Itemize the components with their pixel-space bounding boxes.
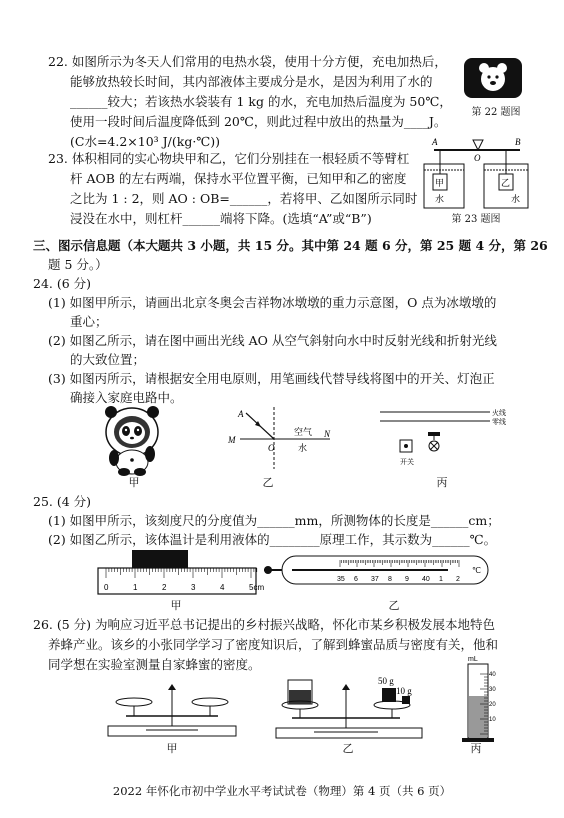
q26-caption-yi: 乙	[342, 742, 354, 755]
block-jia-label: 甲	[435, 178, 445, 188]
ruler-tick-label: 2	[162, 583, 167, 592]
q25-s1: (1) 如图甲所示，该刻度尺的分度值为______mm，所测物体的长度是______cm；	[48, 513, 500, 528]
ruler-tick-label: 0	[104, 583, 109, 592]
lever-label-b: B	[515, 137, 521, 147]
thermo-tick-label: 2	[456, 576, 460, 583]
q23-caption: 第 23 题图	[451, 214, 501, 225]
q26-caption-jia: 甲	[166, 742, 178, 755]
balance-jia-figure	[106, 680, 238, 742]
cylinder-tick-label: 10	[489, 717, 496, 723]
q24-caption-bing: 丙	[436, 476, 448, 489]
ray-label-a: A	[238, 409, 244, 419]
q24-head: 24. (6 分)	[33, 276, 92, 291]
ruler-figure	[96, 548, 265, 596]
water-label-left: 水	[435, 194, 445, 204]
lever-label-a: A	[432, 137, 438, 147]
thermometer-figure	[262, 552, 494, 588]
thermo-tick-label: 1	[439, 576, 443, 583]
neutral-wire-label: 零线	[492, 419, 506, 426]
ray-label-o: O	[268, 443, 275, 453]
q24-s3a: (3) 如图丙所示，请根据安全用电原则，用笔画线代替导线将图中的开关、灯泡正	[48, 371, 495, 386]
q22-line-1: 22. 如图所示为冬天人们常用的电热水袋，使用十分方便，充电加热后，	[48, 54, 447, 69]
weight-10g-label: 10 g	[396, 686, 412, 696]
lever-figure	[420, 134, 532, 212]
page-footer: 2022 年怀化市初中学业水平考试试卷（物理）第 4 页（共 6 页）	[112, 784, 452, 798]
ruler-tick-label: 4	[220, 583, 225, 592]
weight-50g-label: 50 g	[378, 676, 394, 686]
q23-line-2: 杆 AOB 的左右两端，保持水平位置平衡，已知甲和乙的密度	[70, 171, 407, 186]
q23-line-1: 23. 体积相同的实心物块甲和乙，它们分别挂在一根轻质不等臂杠	[48, 151, 410, 166]
q23-line-4: 浸没在水中，则杠杆______端将下降。(选填“A”或“B”)	[70, 211, 372, 226]
q24-s2b: 的大致位置；	[70, 352, 146, 367]
q24-s1a: (1) 如图甲所示，请画出北京冬奥会吉祥物冰墩墩的重力示意图，O 点为冰墩墩的	[48, 295, 497, 310]
q25-caption-jia: 甲	[170, 599, 182, 612]
section-3-heading-cont: 题 5 分。）	[48, 257, 108, 272]
q26-caption-bing: 丙	[470, 742, 482, 755]
q22-line-3: ______较大；若该热水袋装有 1 kg 的水，充电加热后温度为 50℃，	[70, 94, 452, 109]
q22-line-4: 使用一段时间后温度降低到 20℃，则此过程中放出的热量为____J。	[70, 114, 447, 129]
cylinder-unit: mL	[468, 656, 478, 663]
thermo-tick-label: 6	[354, 576, 358, 583]
water-label: 水	[298, 443, 308, 453]
household-circuit-figure	[378, 404, 520, 470]
switch-label: 开关	[400, 459, 414, 466]
q25-caption-yi: 乙	[388, 599, 400, 612]
lever-label-o: O	[474, 153, 481, 163]
ray-label-n: N	[324, 429, 331, 439]
q24-caption-jia: 甲	[128, 476, 140, 489]
light-ray-figure	[226, 407, 334, 471]
thermo-tick-label: 40	[422, 576, 430, 583]
thermo-tick-label: 9	[405, 576, 409, 583]
q22-line-5: (C水=4.2×10³ J/(kg·℃))	[70, 134, 221, 149]
q22-line-2: 能够放热较长时间，其内部液体主要成分是水，是因为利用了水的	[70, 74, 433, 89]
thermo-tick-label: 37	[371, 576, 379, 583]
q26-line-2: 养蜂产业。该乡的小张同学学习了密度知识后，了解到蜂蜜品质与密度有关，他和	[48, 637, 499, 652]
ray-label-m: M	[228, 435, 236, 445]
block-yi-label: 乙	[501, 178, 511, 188]
q25-s2: (2) 如图乙所示，该体温计是利用液体的________原理工作，其示数为______℃。	[48, 532, 497, 547]
air-label: 空气	[294, 427, 313, 437]
q22-caption: 第 22 题图	[471, 107, 521, 118]
bing-dwen-dwen-figure	[100, 402, 164, 476]
thermo-tick-label: 8	[388, 576, 392, 583]
ruler-tick-label: 5cm	[249, 583, 265, 592]
balance-yi-figure	[274, 672, 424, 744]
q24-s3b: 确接入家庭电路中。	[70, 390, 183, 405]
thermo-tick-label: 35	[337, 576, 345, 583]
cylinder-tick-label: 40	[489, 672, 496, 678]
q26-line-3: 同学想在实验室测量自家蜂蜜的密度。	[48, 657, 261, 672]
ruler-tick-label: 3	[191, 583, 196, 592]
q24-s1b: 重心；	[70, 314, 108, 329]
q26-line-1: 26. (5 分) 为响应习近平总书记提出的乡村振兴战略，怀化市某乡积极发展本地特色	[33, 617, 496, 632]
cylinder-tick-label: 20	[489, 702, 496, 708]
q25-head: 25. (4 分)	[33, 494, 92, 509]
water-label-right: 水	[511, 194, 521, 204]
section-3-heading: 三、图示信息题（本大题共 3 小题，共 15 分。其中第 24 题 6 分，第 25 题 4 分，第 26	[33, 238, 548, 253]
ruler-tick-label: 1	[133, 583, 138, 592]
q24-caption-yi: 乙	[262, 476, 274, 489]
live-wire-label: 火线	[492, 410, 506, 417]
q23-line-3: 之比为 1 : 2，则 AO : OB=______，若将甲、乙如图所示同时	[70, 191, 418, 206]
q24-s2a: (2) 如图乙所示，请在图中画出光线 AO 从空气斜射向水中时反射光线和折射光线	[48, 333, 497, 348]
cylinder-tick-label: 30	[489, 687, 496, 693]
measuring-cylinder-figure	[458, 652, 498, 744]
thermo-unit: ℃	[472, 566, 481, 575]
